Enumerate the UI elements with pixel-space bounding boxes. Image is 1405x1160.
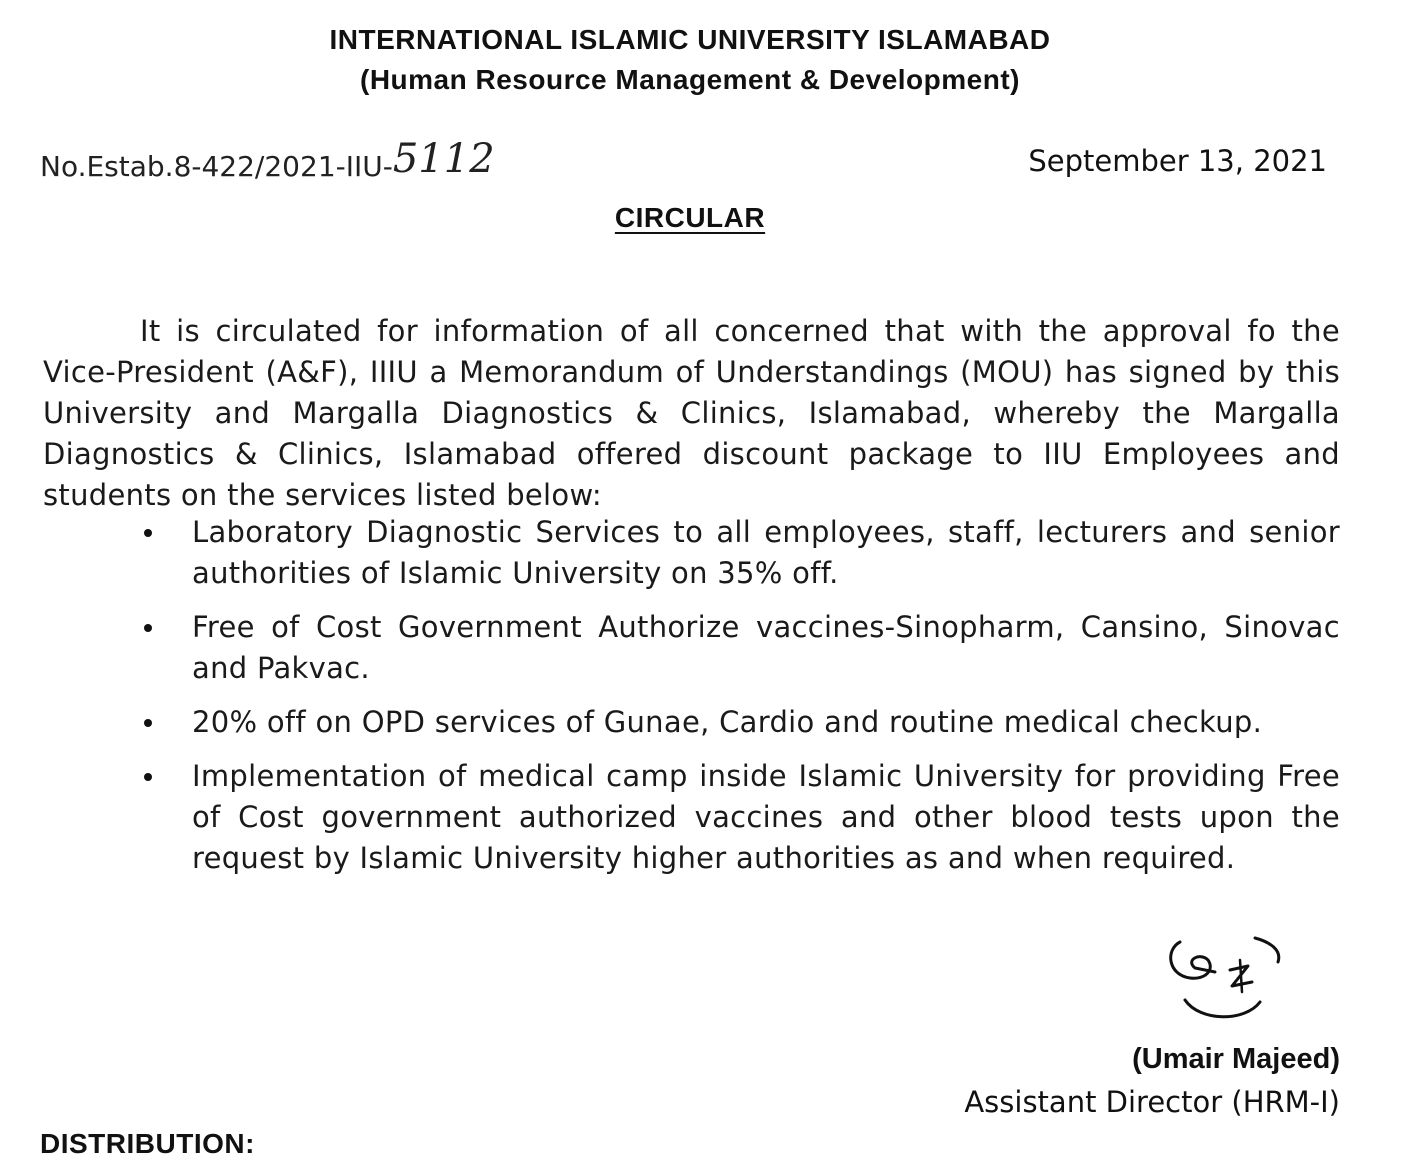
handwritten-reference-number: 5112 [392,136,495,182]
signatory-title: Assistant Director (HRM-I) [964,1085,1340,1119]
bullet-icon [144,529,152,537]
reference-number [40,136,495,186]
list-item-text: Implementation of medical camp inside Islamic University for providing Free of Cost government authorized vaccines and other blood tests upon the request by Islamic University higher authorities as and when required. [192,759,1340,875]
bullet-icon [144,624,152,632]
bullet-icon [144,773,152,781]
signatory-name: (Umair Majeed) [1132,1043,1340,1075]
list-item-text: Laboratory Diagnostic Services to all employees, staff, lecturers and senior authorities of Islamic University on 35% off. [192,515,1340,590]
distribution-heading: DISTRIBUTION: [40,1128,255,1159]
document-title: CIRCULAR [614,202,766,233]
reference-prefix: No.Estab.8-422/2021-IIU- [40,150,393,183]
org-name: INTERNATIONAL ISLAMIC UNIVERSITY ISLAMABAD [329,24,1051,55]
signature-icon [1160,930,1290,1030]
list-item [140,702,1340,743]
document-date: September 13, 2021 [1028,144,1327,178]
bullet-icon [144,719,152,727]
list-item [140,756,1340,879]
list-item [140,607,1340,689]
list-item-text: 20% off on OPD services of Gunae, Cardio and routine medical checkup. [192,705,1263,739]
list-item-text: Free of Cost Government Authorize vaccines-Sinopharm, Cansino, Sinovac and Pakvac. [192,610,1340,685]
services-list [140,512,1340,892]
department-name: (Human Resource Management & Development) [360,64,1020,95]
intro-paragraph: It is circulated for information of all concerned that with the approval fo the Vice-President (A&F), IIIU a Memorandum of Understandings (MOU) has signed by this University and Margalla Diagnostics & Clinics, Islamabad, whereby the Margalla Diagnostics & Clinics, Islamabad offered discount package to IIU Employees and students on the services listed below: [43,314,1340,512]
list-item [140,512,1340,594]
